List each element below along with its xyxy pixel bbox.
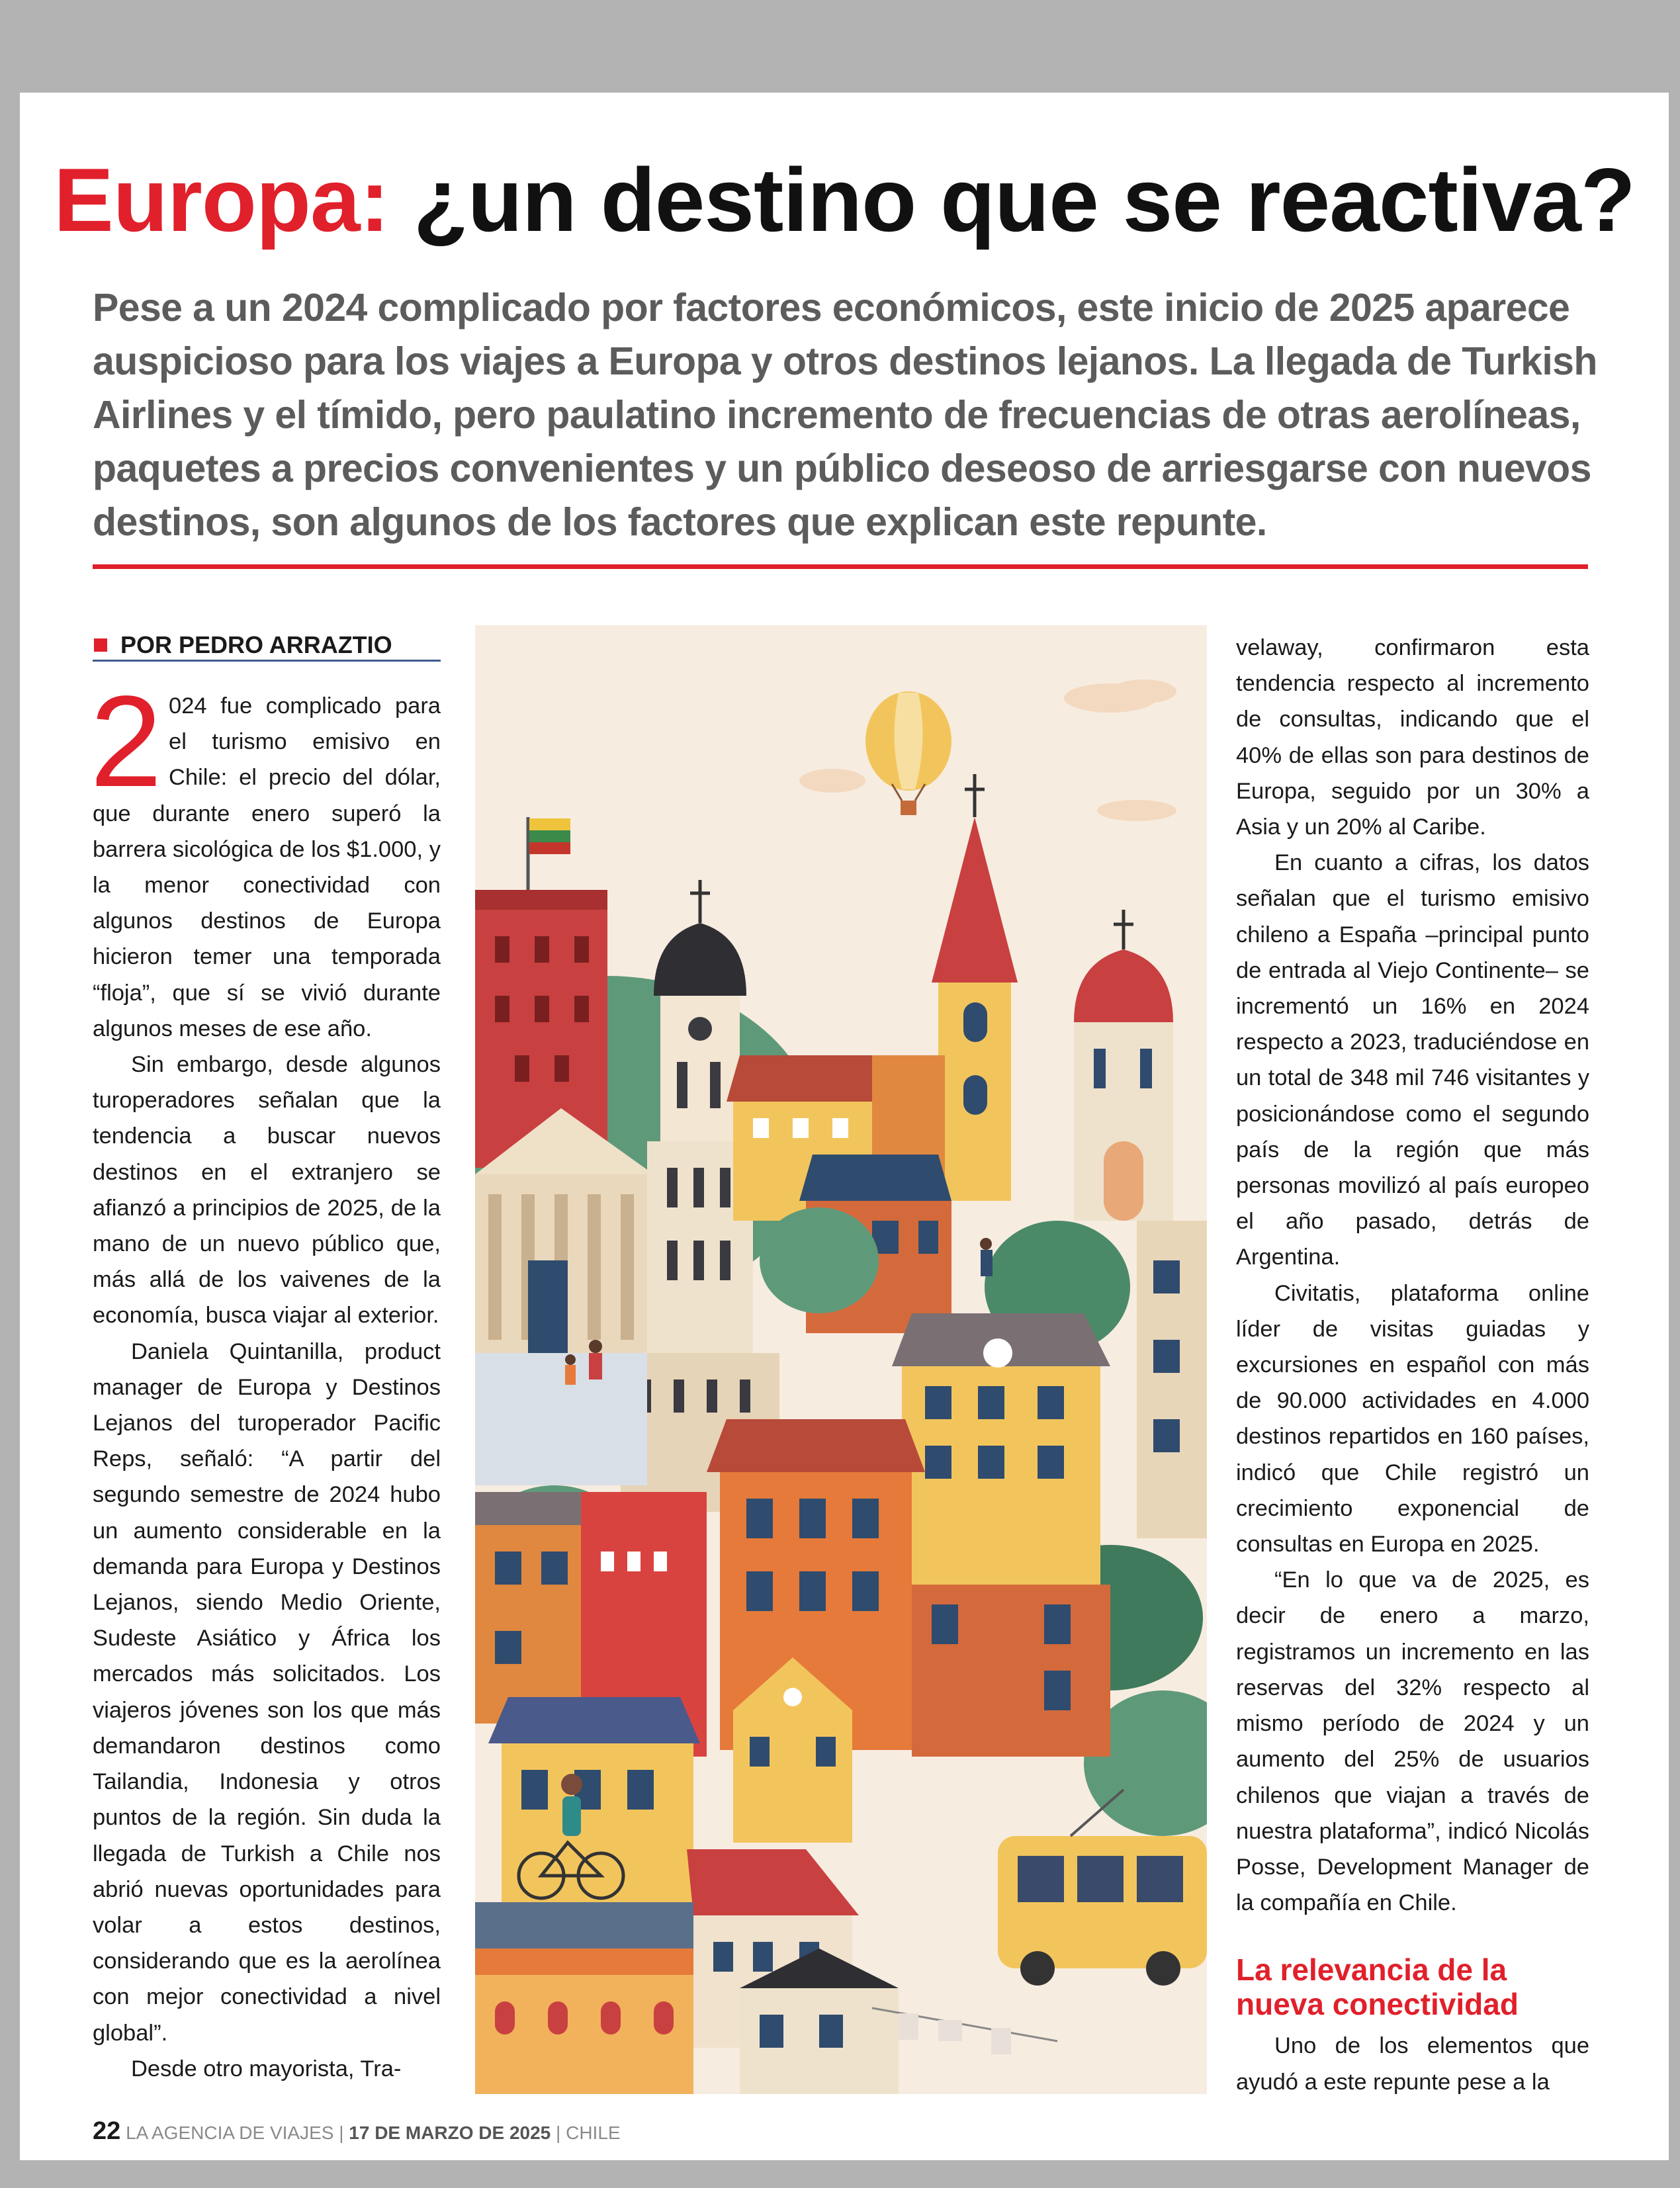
paragraph: Civitatis, plataforma online líder de visitas guiadas y excursiones en español con más de 90.000 actividades en 4.000 destinos repartidos en 160 países, indicó que Chile registró un crecimiento exponencial de consultas en Europa en 2025. bbox=[1236, 1280, 1589, 1557]
byline-square-icon bbox=[94, 638, 107, 652]
european-town-illustration bbox=[475, 625, 1207, 2094]
title-rest: ¿un destino que se reactiva? bbox=[388, 150, 1635, 250]
paragraph: “En lo que va de 2025, es decir de enero a marzo, registramos un incremento en las reservas del 32% respecto al mismo período de 2024 y un aumento del 25% de usuarios chilenos que viajan a través de nuestra plataforma”, indicó Nicolás Posse, Development Manager de la compañía en Chile. bbox=[1236, 1567, 1589, 1916]
column-right bbox=[1236, 630, 1589, 2100]
drop-cap: 2 bbox=[90, 669, 163, 814]
byline-text: POR PEDRO ARRAZTIO bbox=[120, 631, 392, 658]
paragraph: En cuanto a cifras, los datos señalan que el turismo emisivo chileno a España –principal punto de entrada al Viejo Continente– se incrementó un 16% en 2024 respecto a 2023, traduciéndose en un total de 348 mil 746 visitantes y posicionándose como el segundo país de la región que más personas movilizó al país europeo el año pasado, detrás de Argentina. bbox=[1236, 850, 1589, 1270]
article-deck: Pese a un 2024 complicado por factores económicos, este inicio de 2025 aparece auspicioso para los viajes a Europa y otros destinos lejanos. La llegada de Turkish Airlines y el tímido, pero paulatino incremento de frecuencias de otras aerolíneas, paquetes a precios convenientes y un público deseoso de arriesgarse con nuevos destinos, son algunos de los factores que explican este repunte. bbox=[93, 286, 1597, 544]
byline bbox=[93, 632, 441, 662]
paragraph: Sin embargo, desde algunos turoperadores señalan que la tendencia a buscar nuevos destinos en el extranjero se afianzó a principios de 2025, de la mano de un nuevo público que, más allá de los vaivenes de la economía, busca viajar al exterior. bbox=[93, 1052, 441, 1329]
paragraph: Uno de los elementos que ayudó a este repunte pese a la bbox=[1236, 2033, 1589, 2095]
issue-date: 17 DE MARZO DE 2025 bbox=[349, 2122, 551, 2143]
paragraph: Desde otro mayorista, Tra- bbox=[131, 2056, 402, 2081]
section-subhead: La relevancia de la nueva conectividad bbox=[1236, 1952, 1519, 2022]
paragraph: Daniela Quintanilla, product manager de Europa y Destinos Lejanos del turoperador Pacific Reps, señaló: “A partir del segundo semestre de 2024 hubo un aumento considerable en la demanda para Europa y Destinos Lejanos, siendo Medio Oriente, Sudeste Asiático y África los mercados más solicitados. Los viajeros jóvenes son los que más demandaron destinos como Tailandia, Indonesia y otros puntos de la región. Sin duda la llegada de Turkish a Chile nos abrió nuevas oportunidades para volar a estos destinos, considerando que es la aerolínea con mejor conectividad a nivel global”. bbox=[93, 1338, 441, 2046]
page-number: 22 bbox=[93, 2117, 121, 2145]
paragraph: velaway, confirmaron esta tendencia respecto al incremento de consultas, indicando que el 40% de ellas son para destinos de Europa, seguido por un 30% a Asia y un 20% al Caribe. bbox=[1236, 635, 1589, 840]
publication-name: LA AGENCIA DE VIAJES bbox=[126, 2122, 334, 2143]
title-accent: Europa: bbox=[54, 150, 389, 250]
article-title bbox=[20, 147, 1669, 253]
page-footer: 22 LA AGENCIA DE VIAJES | 17 DE MARZO DE 2025 | CHILE bbox=[93, 2117, 621, 2145]
deck-divider bbox=[93, 564, 1588, 569]
edition-label: CHILE bbox=[566, 2122, 621, 2143]
column-left bbox=[90, 669, 441, 2087]
magazine-page bbox=[20, 93, 1669, 2160]
paragraph: 2 024 fue complicado para el turismo emisivo en Chile: el precio del dólar, que durante enero superó la barrera sicológica de los $1.000, y la menor conectividad con algunos destinos de Europa hicieron temer una temporada “floja”, que sí se vivió durante algunos meses de ese año. bbox=[90, 669, 441, 1041]
